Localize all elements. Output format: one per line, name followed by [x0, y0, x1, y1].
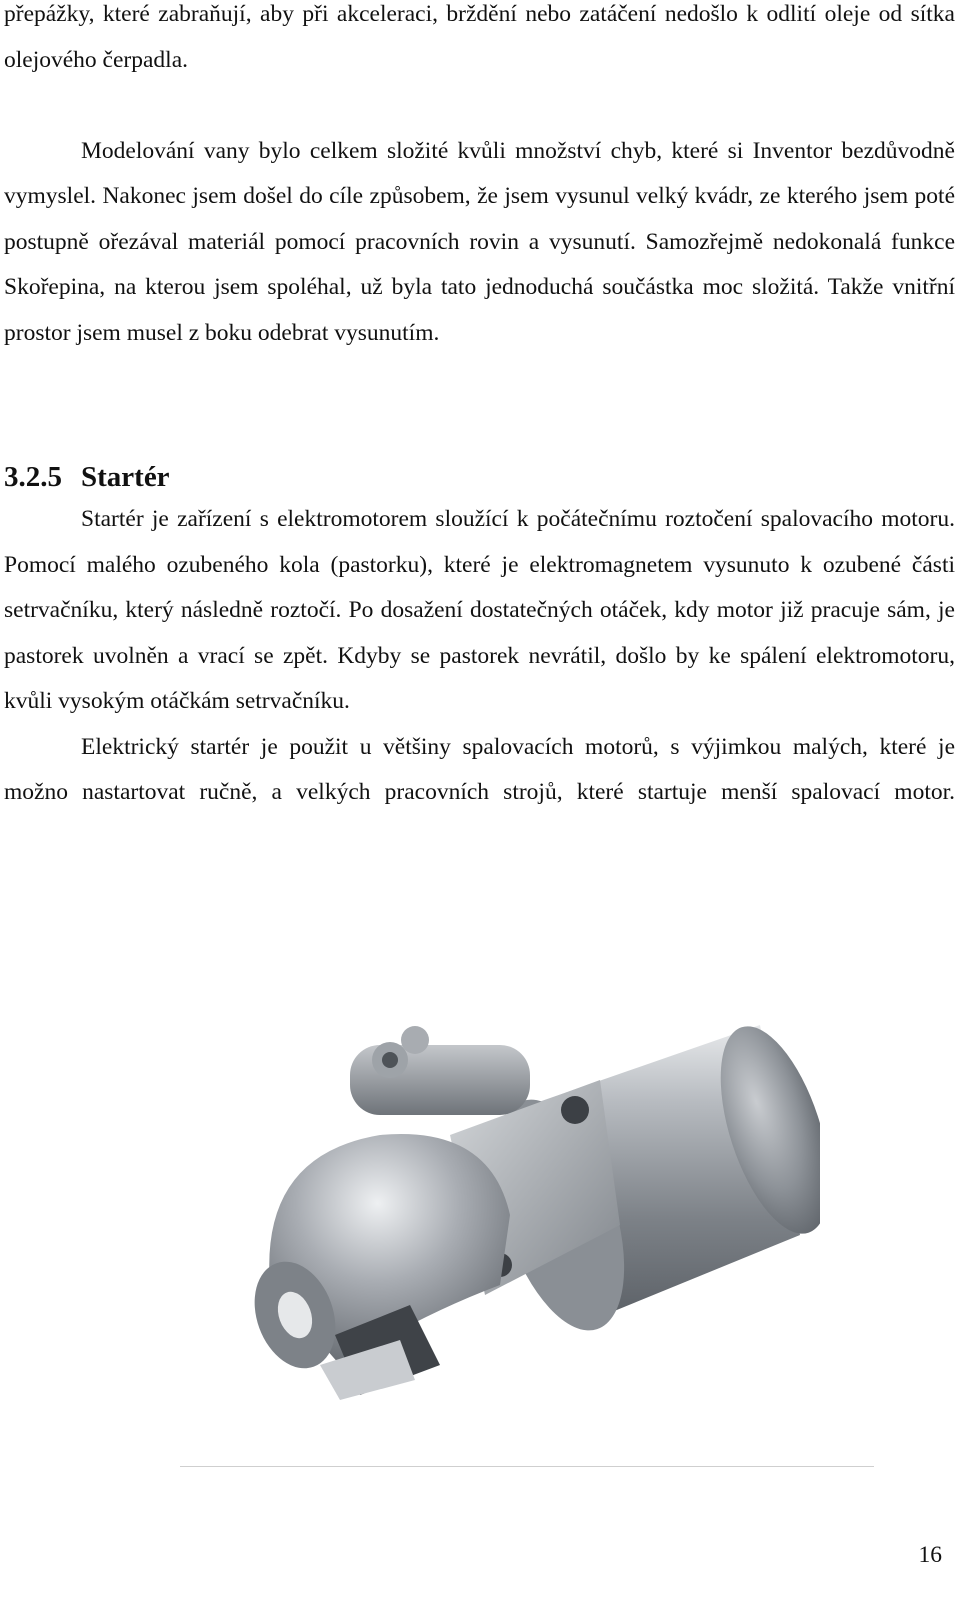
text-block-section — [4, 497, 955, 816]
paragraph-oil-pan-modeling: Modelování vany bylo celkem složité kvůli množství chyb, které si Inventor bezdůvodně vymyslel. Nakonec jsem došel do cíle způsobem, že jsem vysunul velký kvádr, ze kterého jsem poté postupně ořezával materiál pomocí pracovních rovin a vysunutí. Samozřejmě nedokonalá funkce Skořepina, na kterou jsem spoléhal, už byla tato jednoduchá součástka moc složitá. Takže vnitřní prostor jsem musel z boku odebrat vysunutím. — [4, 137, 955, 346]
starter-motor-illustration — [200, 985, 820, 1425]
paragraph-starter-usage: Elektrický startér je použit u většiny spalovacích motorů, s výjimkou malých, které je možno nastartovat ručně, a velkých pracovních strojů, které startuje menší spalovací motor. — [4, 733, 955, 805]
section-heading — [4, 457, 170, 497]
section-number: 3.2.5 — [4, 461, 62, 493]
solenoid — [350, 1026, 530, 1115]
section-title: Startér — [81, 461, 170, 493]
page-number: 16 — [918, 1542, 942, 1568]
paragraph-oil-baffles: přepážky, které zabraňují, aby při akceleraci, brždění nebo zatáčení nedošlo k odlití oleje od sítka olejového čerpadla. — [4, 1, 955, 73]
paragraph-starter-definition: Startér je zařízení s elektromotorem sloužící k počátečnímu roztočení spalovacího motoru. Pomocí malého ozubeného kola (pastorku), které je elektromagnetem vysunuto k ozubené části setrvačníku, který následně roztočí. Po dosažení dostatečných otáček, kdy motor již pracuje sám, je pastorek uvolněn a vrací se zpět. Kdyby se pastorek nevrátil, došlo by ke spálení elektromotoru, kvůli vysokým otáčkám setrvačníku. — [4, 506, 955, 714]
figure-caption-rule — [180, 1466, 874, 1467]
text-block-top — [4, 0, 955, 356]
drive-nose — [240, 1134, 510, 1400]
